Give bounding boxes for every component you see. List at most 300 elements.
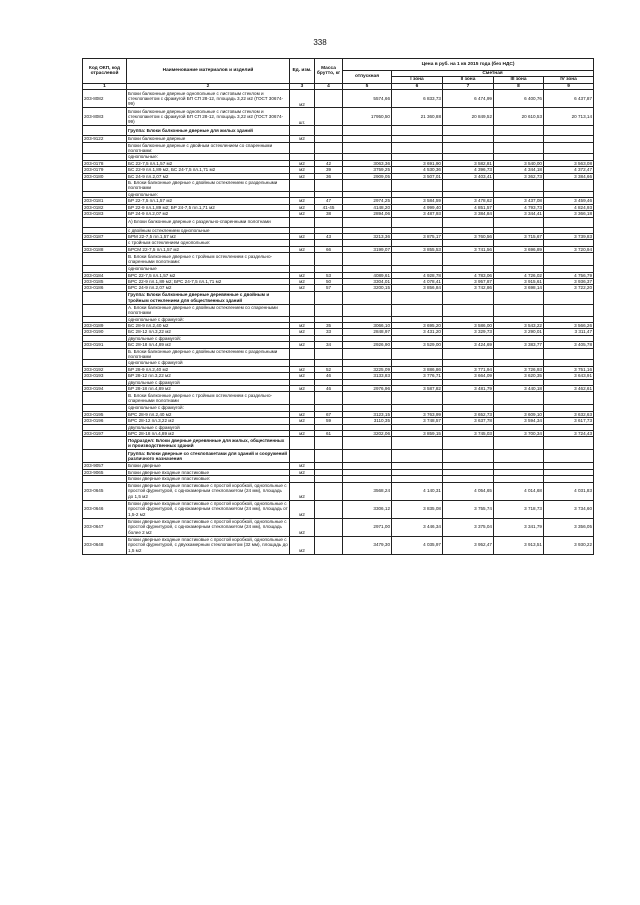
cell-code: 203-0178 [83,160,127,166]
cell-mass [315,90,343,108]
cell-p: 5574,66 [343,90,392,108]
cell-unit: м2 [290,322,315,328]
cell-p: 3568,24 [343,482,392,500]
cell-mass: 42 [315,160,343,166]
cell-z1 [392,253,443,266]
cell-mass: 34 [315,342,343,348]
cell-code: 203-0189 [83,322,127,328]
cell-z3: 6 400,76 [494,90,544,108]
cell-p: 2894,06 [343,211,392,217]
cell-code: 203-0648 [83,536,127,554]
cell-unit: м2 [290,366,315,372]
table-row [83,217,594,227]
cell-p: 3306,12 [343,500,392,518]
cell-code: 203-0645 [83,482,127,500]
cell-code [83,437,127,450]
cell-name: однопольные с фрамугой [127,360,290,366]
cell-z3: 3 609,10 [494,411,544,417]
cell-z3: 3 915,61 [494,278,544,284]
cell-mass: 33 [315,329,343,335]
cell-unit: м2 [290,167,315,173]
cell-z3: 3 594,34 [494,418,544,424]
header-zone4: IV зона [544,77,594,83]
cell-z4 [544,392,594,405]
cell-unit: м2 [290,173,315,179]
cell-z2: 3 771,94 [443,366,494,372]
cell-mass [315,518,343,536]
cell-mass: 47 [315,198,343,204]
cell-z2: 3 403,41 [443,173,494,179]
cell-name: Группа: Блоки дверные со стеклопакетами для зданий и сооружений различного назначения [127,450,290,463]
cell-name: двупольные с фрамугой [127,424,290,430]
cell-code [83,142,127,154]
cell-code: 203-9057 [83,463,127,469]
header-zone1: I зона [392,77,443,83]
cell-z1: 4 928,78 [392,272,443,278]
header-zone3: III зона [494,77,544,83]
cell-unit [290,304,315,316]
cell-z1: 6 833,73 [392,90,443,108]
cell-p: 2974,25 [343,198,392,204]
cell-z3 [494,348,544,360]
cell-z1: 3 695,20 [392,322,443,328]
header-name: Наименование материалов и изделий [127,59,290,84]
cell-name: однопольные: [127,191,290,197]
cell-p: 3199,07 [343,246,392,252]
cell-unit: шт. [290,108,315,126]
cell-p: 3202,06 [343,431,392,437]
cell-z2: 3 952,47 [443,536,494,554]
cell-unit: м2 [290,204,315,210]
cell-mass [315,291,343,304]
cell-z2: 4 851,57 [443,204,494,210]
cell-z3: 3 543,22 [494,322,544,328]
cell-z1: 3 875,17 [392,233,443,239]
cell-mass: 43 [315,233,343,239]
cell-z4: 3 356,05 [544,518,594,536]
cell-code: 203-0182 [83,204,127,210]
cell-name: БР 22-7,5 пл.1,57 м2 [127,198,290,204]
cell-z4: 4 372,47 [544,167,594,173]
cell-z4: 3 617,73 [544,418,594,424]
cell-name: однопольные [127,266,290,272]
cell-code: 203-0188 [83,246,127,252]
cell-mass [315,450,343,463]
cell-name: БРС 24-9 пл.2,07 м2 [127,285,290,291]
cell-code: 203-0194 [83,386,127,392]
cell-z4 [544,142,594,154]
cell-mass: 35 [315,322,343,328]
cell-code: 203-0187 [83,233,127,239]
cell-name: БРС 28-12 пл.3,22 м2 [127,418,290,424]
cell-z3 [494,450,544,463]
cell-unit: м2 [290,278,315,284]
cell-z3: 3 726,93 [494,366,544,372]
cell-z3: 20 610,53 [494,108,544,126]
cell-z4: 3 311,47 [544,329,594,335]
cell-z1: 3 855,53 [392,246,443,252]
cell-code: 203-0183 [83,211,127,217]
cell-code: 203-0186 [83,285,127,291]
cell-unit: м2 [290,536,315,554]
cell-unit: м2 [290,246,315,252]
cell-z3: 4 344,18 [494,167,544,173]
cell-z2 [443,291,494,304]
cell-z1 [392,450,443,463]
cell-p: 4089,61 [343,272,392,278]
colnum: 8 [494,83,544,89]
cell-mass [315,217,343,227]
cell-p: 3200,15 [343,285,392,291]
cell-p [343,348,392,360]
cell-z4: 3 366,18 [544,211,594,217]
cell-z4: 20 713,14 [544,108,594,126]
cell-p: 3479,30 [343,536,392,554]
cell-mass: 61 [315,431,343,437]
cell-z2: 3 957,87 [443,278,494,284]
cell-code: 203-0647 [83,518,127,536]
cell-z4 [544,253,594,266]
cell-z3: 4 726,02 [494,272,544,278]
cell-z3 [494,180,544,192]
cell-mass: 67 [315,411,343,417]
cell-name: БС 28-9 пл.2,40 м2 [127,322,290,328]
cell-z2: 3 424,69 [443,342,494,348]
cell-p: 2971,00 [343,518,392,536]
header-release: отпускная [343,71,392,84]
cell-mass: 39 [315,167,343,173]
cell-z1 [392,392,443,405]
cell-mass: 53 [315,272,343,278]
cell-code: 203-9122 [83,136,127,142]
cell-p: 3133,83 [343,373,392,379]
cell-z2: 3 760,56 [443,233,494,239]
cell-z2: 3 329,73 [443,329,494,335]
cell-mass [315,348,343,360]
cell-z1: 3 748,57 [392,418,443,424]
cell-unit [290,253,315,266]
cell-p: 3759,25 [343,167,392,173]
table-row [83,304,594,316]
cell-z3: 3 440,18 [494,386,544,392]
cell-mass [315,304,343,316]
cell-code: 203-0191 [83,342,127,348]
cell-name: БР 28-12 пл.3,22 м2 [127,373,290,379]
cell-name: Блоки балконные дверные однопольные с листовым стеклом и стеклопакетом с фрамугой БП СП 28-12, площадь 3,22 м2 (ГОСТ 30674-99) [127,108,290,126]
cell-z3 [494,291,544,304]
cell-z2: 4 396,73 [443,167,494,173]
cell-z4: 6 437,87 [544,90,594,108]
cell-z1 [392,304,443,316]
cell-name: БРС 22-7,5 пл.1,57 м2 [127,272,290,278]
cell-name: БР 22-9 пл.1,89 м2; БР 24-7,5 пл.1,71 м2 [127,204,290,210]
cell-mass: 46 [315,386,343,392]
price-table [82,58,594,555]
cell-code: 203-0195 [83,411,127,417]
cell-name: Группа: Блоки балконные дверные для жилых зданий [127,126,290,136]
cell-mass [315,500,343,518]
header-code: Код ОКП, код отраслевой [83,59,127,84]
cell-name: БР 24-9 пл.2,07 м2 [127,211,290,217]
cell-mass: 38 [315,211,343,217]
cell-name: с тройным остеклением однопольные: [127,240,290,246]
cell-p: 3213,36 [343,233,392,239]
cell-unit: м2 [290,342,315,348]
cell-unit [290,348,315,360]
cell-name: БРМ 22-7,5 пл.1,57 м2 [127,233,290,239]
cell-z4 [544,437,594,450]
cell-z2: 4 783,06 [443,272,494,278]
cell-unit: м2 [290,233,315,239]
cell-code [83,450,127,463]
cell-z2: 3 478,62 [443,198,494,204]
cell-code: 203-0184 [83,272,127,278]
cell-z4: 3 643,91 [544,373,594,379]
cell-name: Блоки дверные входные пластиковые с простой коробкой, однопольные с простой фурнитурой, с двухкамерным стеклопакетом (32 мм), площадь до 1,5 м2 [128,537,288,553]
cell-z3 [494,253,544,266]
cell-p: 2926,90 [343,342,392,348]
cell-name: с двойным остеклением однопольные [127,227,290,233]
cell-p [343,180,392,192]
cell-p: 2976,96 [343,386,392,392]
cell-z1: 21 360,88 [392,108,443,126]
cell-z2: 3 755,74 [443,500,494,518]
colnum: 7 [443,83,494,89]
cell-name: БС 22-7,5 пл.1,57 м2 [127,160,290,166]
table-row [83,108,594,126]
cell-z1: 3 763,99 [392,411,443,417]
cell-name: Блоки дверные входные пластиковые с простой коробкой, однопольные с простой фурнитурой, с однокамерным стеклопакетом (24 мм), площадь от 1,5-2 м2 [128,501,288,517]
cell-name: БРС 28-18 пл.4,89 м2 [127,431,290,437]
cell-z4: 3 936,37 [544,278,594,284]
cell-p [343,450,392,463]
cell-unit [290,291,315,304]
cell-code: 203-0185 [83,278,127,284]
cell-p: 3123,15 [343,411,392,417]
cell-z4: 3 930,22 [544,536,594,554]
cell-z1: 3 587,82 [392,386,443,392]
cell-name: двупольные с фрамугой: [127,335,290,341]
colnum: 5 [343,83,392,89]
cell-z4: 3 462,61 [544,386,594,392]
cell-unit [290,392,315,405]
cell-name: однопольные с фрамугой: [127,405,290,411]
cell-z3: 3 700,34 [494,431,544,437]
cell-code: 203-8083 [83,108,127,126]
cell-z2 [443,450,494,463]
cell-mass: 46 [315,373,343,379]
cell-mass: 59 [315,418,343,424]
cell-unit: м2 [290,463,315,469]
header-price-title: Цена в руб. на 1 кв 2015 года (без НДС) [343,59,594,71]
cell-name: Б. Блоки балконные дверные с двойным остеклением с раздельными полотнами [127,348,290,360]
cell-z1: 4 078,41 [392,278,443,284]
cell-z3: 3 620,35 [494,373,544,379]
cell-z2: 3 384,84 [443,211,494,217]
cell-z1 [392,437,443,450]
cell-name: Блоки дверные входные пластиковые с простой коробкой, однопольные с простой фурнитурой, с однокамерным стеклопакетом (24 мм), площадь до 1,5 м2 [127,482,290,500]
cell-z4 [544,126,594,136]
cell-z1 [392,348,443,360]
cell-name: БС 28-18 пл.4,89 м2 [127,342,290,348]
cell-z4 [544,291,594,304]
cell-z4 [544,450,594,463]
cell-z4: 3 566,26 [544,322,594,328]
cell-unit: м2 [290,418,315,424]
cell-z1: 4 999,40 [392,204,443,210]
cell-z3 [494,437,544,450]
cell-z1: 3 835,08 [392,500,443,518]
cell-p: 2909,05 [343,173,392,179]
cell-z2 [443,217,494,227]
cell-z2 [443,142,494,154]
cell-z1: 3 859,15 [392,431,443,437]
cell-z3 [494,126,544,136]
cell-z4: 4 824,93 [544,204,594,210]
cell-z1: 3 487,93 [392,211,443,217]
colnum: 2 [127,83,290,89]
table-row [83,392,594,405]
cell-mass [315,126,343,136]
cell-z4: 4 756,79 [544,272,594,278]
cell-mass [315,180,343,192]
cell-z2 [443,126,494,136]
cell-z3: 3 362,73 [494,173,544,179]
cell-p [343,142,392,154]
cell-p: 3110,35 [343,418,392,424]
cell-name: Блоки балконные дверные с двойным остеклением со спаренными полотнами: [127,142,290,154]
cell-p [343,126,392,136]
cell-z1 [392,291,443,304]
cell-z3: 3 290,01 [494,329,544,335]
cell-name: Группа: Блоки балконные дверные деревянные с двойным и тройным остеклением для общественных зданий [127,291,290,304]
cell-name: БР 28-9 пл.2,40 м2 [127,366,290,372]
cell-z1: 4 035,97 [392,536,443,554]
cell-code: 203-0190 [83,329,127,335]
cell-code [83,253,127,266]
cell-unit [290,180,315,192]
cell-code [83,180,127,192]
cell-unit: м2 [290,411,315,417]
cell-z1: 3 856,84 [392,285,443,291]
table-row [83,518,594,536]
cell-z1 [392,126,443,136]
cell-z1: 3 529,00 [392,342,443,348]
cell-mass: 36 [315,173,343,179]
cell-z4: 3 739,83 [544,233,594,239]
cell-code: 203-0192 [83,366,127,372]
cell-name: БР 28-18 пл.4,89 м2 [127,386,290,392]
cell-z3: 3 341,79 [494,518,544,536]
table-row [83,253,594,266]
cell-z3: 3 383,77 [494,342,544,348]
cell-z1: 4 140,31 [392,482,443,500]
cell-p: 3304,01 [343,278,392,284]
cell-z3: 3 913,51 [494,536,544,554]
cell-z3: 4 793,73 [494,204,544,210]
cell-unit: м2 [290,90,315,108]
cell-z1 [392,142,443,154]
cell-z3 [494,392,544,405]
cell-mass [315,482,343,500]
cell-unit: м2 [290,136,315,142]
cell-z1: 3 446,34 [392,518,443,536]
cell-z2 [443,392,494,405]
cell-mass [315,142,343,154]
cell-z2 [443,253,494,266]
cell-z4: 3 405,78 [544,342,594,348]
cell-unit [290,437,315,450]
cell-z2 [443,304,494,316]
cell-p: 3225,09 [343,366,392,372]
header-zone2: II зона [443,77,494,83]
cell-z1: 3 584,59 [392,198,443,204]
cell-code [83,392,127,405]
cell-z2: 4 054,65 [443,482,494,500]
cell-name: БРС 28-9 пл.2,40 м2 [127,411,290,417]
cell-mass: 41-45 [315,204,343,210]
cell-mass [315,536,343,554]
cell-name: Блоки балконные дверные однопольные с листовым стеклом и стеклопакетом с фрамугой БП СП 28-12, площадь 3,22 м2 (ГОСТ 30674-99) [127,90,290,108]
cell-z2: 3 742,86 [443,285,494,291]
cell-z4: 3 734,60 [544,500,594,518]
cell-mass [315,253,343,266]
cell-mass [315,437,343,450]
table-row [83,482,594,500]
cell-z3: 4 014,68 [494,482,544,500]
cell-z1 [392,180,443,192]
table-row [83,126,594,136]
cell-name: Блоки дверные входные пластиковые: [127,476,290,482]
cell-z2: 3 741,56 [443,246,494,252]
cell-mass: 50 [315,278,343,284]
cell-mass: 52 [315,366,343,372]
cell-code: 203-8082 [83,90,127,108]
cell-name: Б. Блоки балконные дверные с двойным остеклением с раздельными полотнами [127,180,290,192]
cell-z2: 3 637,78 [443,418,494,424]
cell-z3: 3 696,89 [494,246,544,252]
cell-unit: м2 [290,500,315,518]
cell-z1: 3 886,86 [392,366,443,372]
cell-name: Блоки дверные [127,463,290,469]
cell-unit: м2 [290,431,315,437]
cell-p [343,217,392,227]
cell-z4: 3 724,43 [544,431,594,437]
table-row [83,450,594,463]
cell-z4: 3 459,46 [544,198,594,204]
cell-name: Блоки дверные входные пластиковые [127,469,290,475]
cell-unit: м2 [290,211,315,217]
cell-code [83,291,127,304]
table-row [83,142,594,154]
cell-z2: 3 586,00 [443,322,494,328]
cell-name: БРС 22-9 пл.1,89 м2; БРС 24-7,5 пл.1,71 м2 [127,278,290,284]
cell-z3 [494,304,544,316]
cell-name: однопольные с фрамугой: [127,316,290,322]
cell-z3: 3 344,41 [494,211,544,217]
cell-code: 203-0180 [83,173,127,179]
cell-z3: 3 715,67 [494,233,544,239]
cell-z2: 3 582,81 [443,160,494,166]
table-row [83,536,594,554]
table-row [83,437,594,450]
page-number: 338 [313,38,327,47]
cell-p [343,253,392,266]
cell-code [83,126,127,136]
cell-z4 [544,348,594,360]
cell-z4: 3 751,16 [544,366,594,372]
cell-unit [290,126,315,136]
